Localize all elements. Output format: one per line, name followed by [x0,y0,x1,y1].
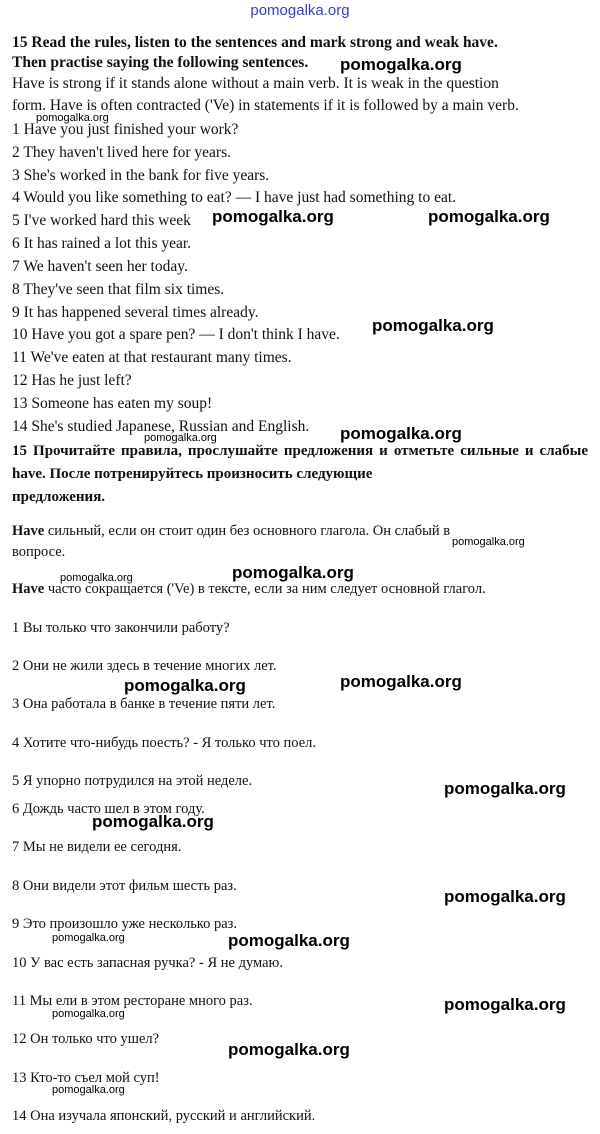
watermark-small: pomogalka.org [60,572,133,584]
site-header-link[interactable]: pomogalka.org [250,2,350,19]
russian-sentence-11: 11 Мы ели в этом ресторане много раз. [12,993,253,1009]
english-sentence-1: 1 Have you just finished your work? [12,121,239,138]
watermark-small: pomogalka.org [452,536,525,548]
russian-sentence-14: 14 Она изучала японский, русский и английский. [12,1108,316,1124]
russian-sentence-4: 4 Хотите что-нибудь поесть? - Я только что поел. [12,735,317,751]
russian-sentence-10: 10 У вас есть запасная ручка? - Я не думаю. [12,955,283,971]
watermark: pomogalka.org [340,55,462,74]
watermark: pomogalka.org [232,563,354,582]
russian-sentence-2: 2 Они не жили здесь в течение многих лет. [12,658,277,674]
russian-heading-last: предложения. [12,489,106,505]
watermark: pomogalka.org [124,676,246,695]
watermark: pomogalka.org [340,672,462,691]
watermark-small: pomogalka.org [144,432,217,444]
watermark: pomogalka.org [372,316,494,335]
english-sentence-8: 8 They've seen that film six times. [12,281,225,298]
watermark: pomogalka.org [212,207,334,226]
russian-sentence-7: 7 Мы не видели ее сегодня. [12,839,182,855]
russian-sentence-8: 8 Они видели этот фильм шесть раз. [12,878,237,894]
russian-sentence-12: 12 Он только что ушел? [12,1031,160,1047]
english-heading-line2: Then practise saying the following sentences. [12,54,309,71]
english-sentence-6: 6 It has rained a lot this year. [12,235,192,252]
english-sentence-3: 3 She's worked in the bank for five years. [12,167,270,184]
watermark-small: pomogalka.org [36,112,109,124]
english-sentence-5: 5 I've worked hard this week [12,212,191,229]
russian-heading [12,440,588,509]
english-rule-line1: Have is strong if it stands alone without a main verb. It is weak in the question [12,75,499,92]
english-sentence-11: 11 We've eaten at that restaurant many times. [12,349,292,366]
english-sentence-12: 12 Has he just left? [12,372,132,389]
watermark: pomogalka.org [228,931,350,950]
russian-rule-1-cont: вопросе. [12,544,66,560]
russian-rule-1-text: сильный, если он стоит один без основного глагола. Он слабый в [44,523,451,539]
russian-sentence-9: 9 Это произошло уже несколько раз. [12,916,238,932]
english-sentence-10: 10 Have you got a spare pen? — I don't think I have. [12,326,340,343]
russian-rule-1 [12,522,450,541]
watermark: pomogalka.org [444,779,566,798]
english-sentence-2: 2 They haven't lived here for years. [12,144,231,161]
english-sentence-7: 7 We haven't seen her today. [12,258,188,275]
russian-rule-1-word: Have [12,523,45,539]
russian-rule-2-word: Have [12,581,45,597]
english-rule-line2: form. Have is often contracted ('Ve) in statements if it is followed by a main verb. [12,97,519,114]
english-sentence-9: 9 It has happened several times already. [12,304,259,321]
english-heading-line1: 15 Read the rules, listen to the sentences and mark strong and weak have. [12,34,498,51]
russian-sentence-1: 1 Вы только что закончили работу? [12,620,230,636]
watermark: pomogalka.org [92,812,214,831]
watermark: pomogalka.org [444,995,566,1014]
english-sentence-14: 14 She's studied Japanese, Russian and English. [12,418,310,435]
english-sentence-13: 13 Someone has eaten my soup! [12,395,213,412]
russian-sentence-5: 5 Я упорно потрудился на этой неделе. [12,773,253,789]
watermark: pomogalka.org [428,207,550,226]
watermark-small: pomogalka.org [52,1084,125,1096]
watermark-small: pomogalka.org [52,1008,125,1020]
russian-sentence-3: 3 Она работала в банке в течение пяти лет. [12,696,276,712]
watermark: pomogalka.org [444,887,566,906]
russian-sentence-13: 13 Кто-то съел мой суп! [12,1070,160,1086]
watermark: pomogalka.org [228,1040,350,1059]
watermark: pomogalka.org [340,424,462,443]
watermark-small: pomogalka.org [52,932,125,944]
russian-rule-2-text: часто сокращается ('Ve) в тексте, если за ним следует основной глагол. [44,581,486,597]
russian-sentence-6: 6 Дождь часто шел в этом году. [12,801,205,817]
russian-heading-text: 15 Прочитайте правила, прослушайте предложения и отметьте сильные и слабые have. После потренируйтесь произносить следующие [12,443,588,482]
english-sentence-4: 4 Would you like something to eat? — I have just had something to eat. [12,189,457,206]
